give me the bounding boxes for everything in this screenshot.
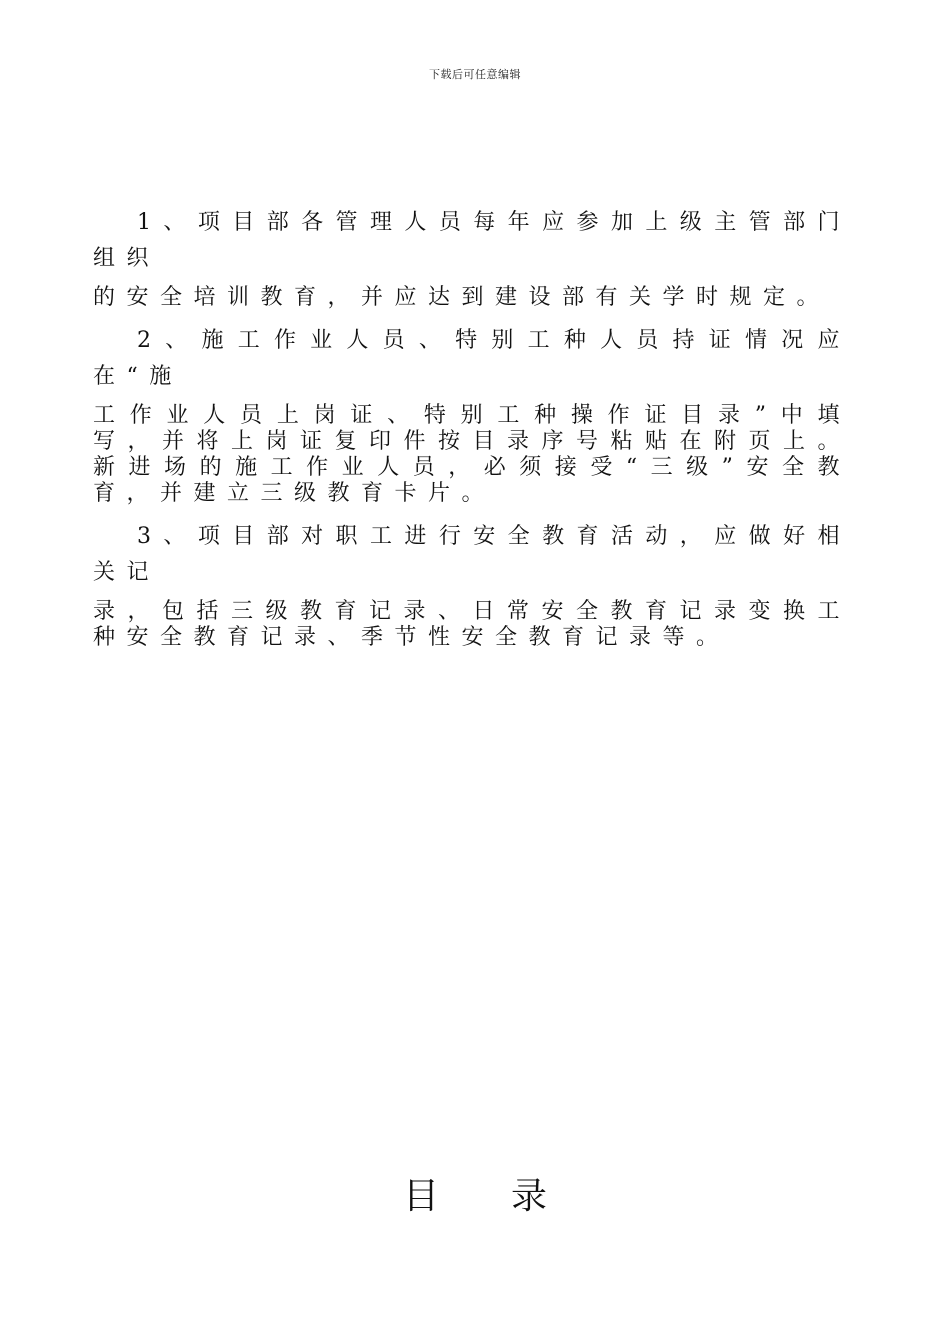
paragraph-3-continuation: 录，包括三级教育记录、日常安全教育记录变换工种安全教育记录、季节性安全教育记录等。 [93, 599, 851, 650]
paragraph-2-continuation: 工作业人员上岗证、特别工种操作证目录”中填写，并将上岗证复印件按目录序号粘贴在附页上。新进场的施工作业人员，必须接受“三级”安全教育，并建立三级教育卡片。 [93, 403, 851, 506]
table-of-contents-title: 目录 [402, 1176, 619, 1217]
paragraph-2 [93, 323, 851, 507]
paragraph-2-first-line: 2、施工作业人员、特别工种人员持证情况应在“施 [93, 328, 851, 389]
paragraph-3 [93, 519, 851, 651]
paragraph-1-continuation: 的安全培训教育，并应达到建设部有关学时规定。 [93, 285, 831, 310]
document-body [93, 205, 851, 663]
paragraph-3-first-line: 3、项目部对职工进行安全教育活动，应做好相关记 [93, 524, 851, 585]
paragraph-1 [93, 205, 851, 311]
paragraph-1-first-line: 1、项目部各管理人员每年应参加上级主管部门组织 [93, 210, 851, 271]
page-header-note: 下载后可任意编辑 [429, 68, 521, 81]
